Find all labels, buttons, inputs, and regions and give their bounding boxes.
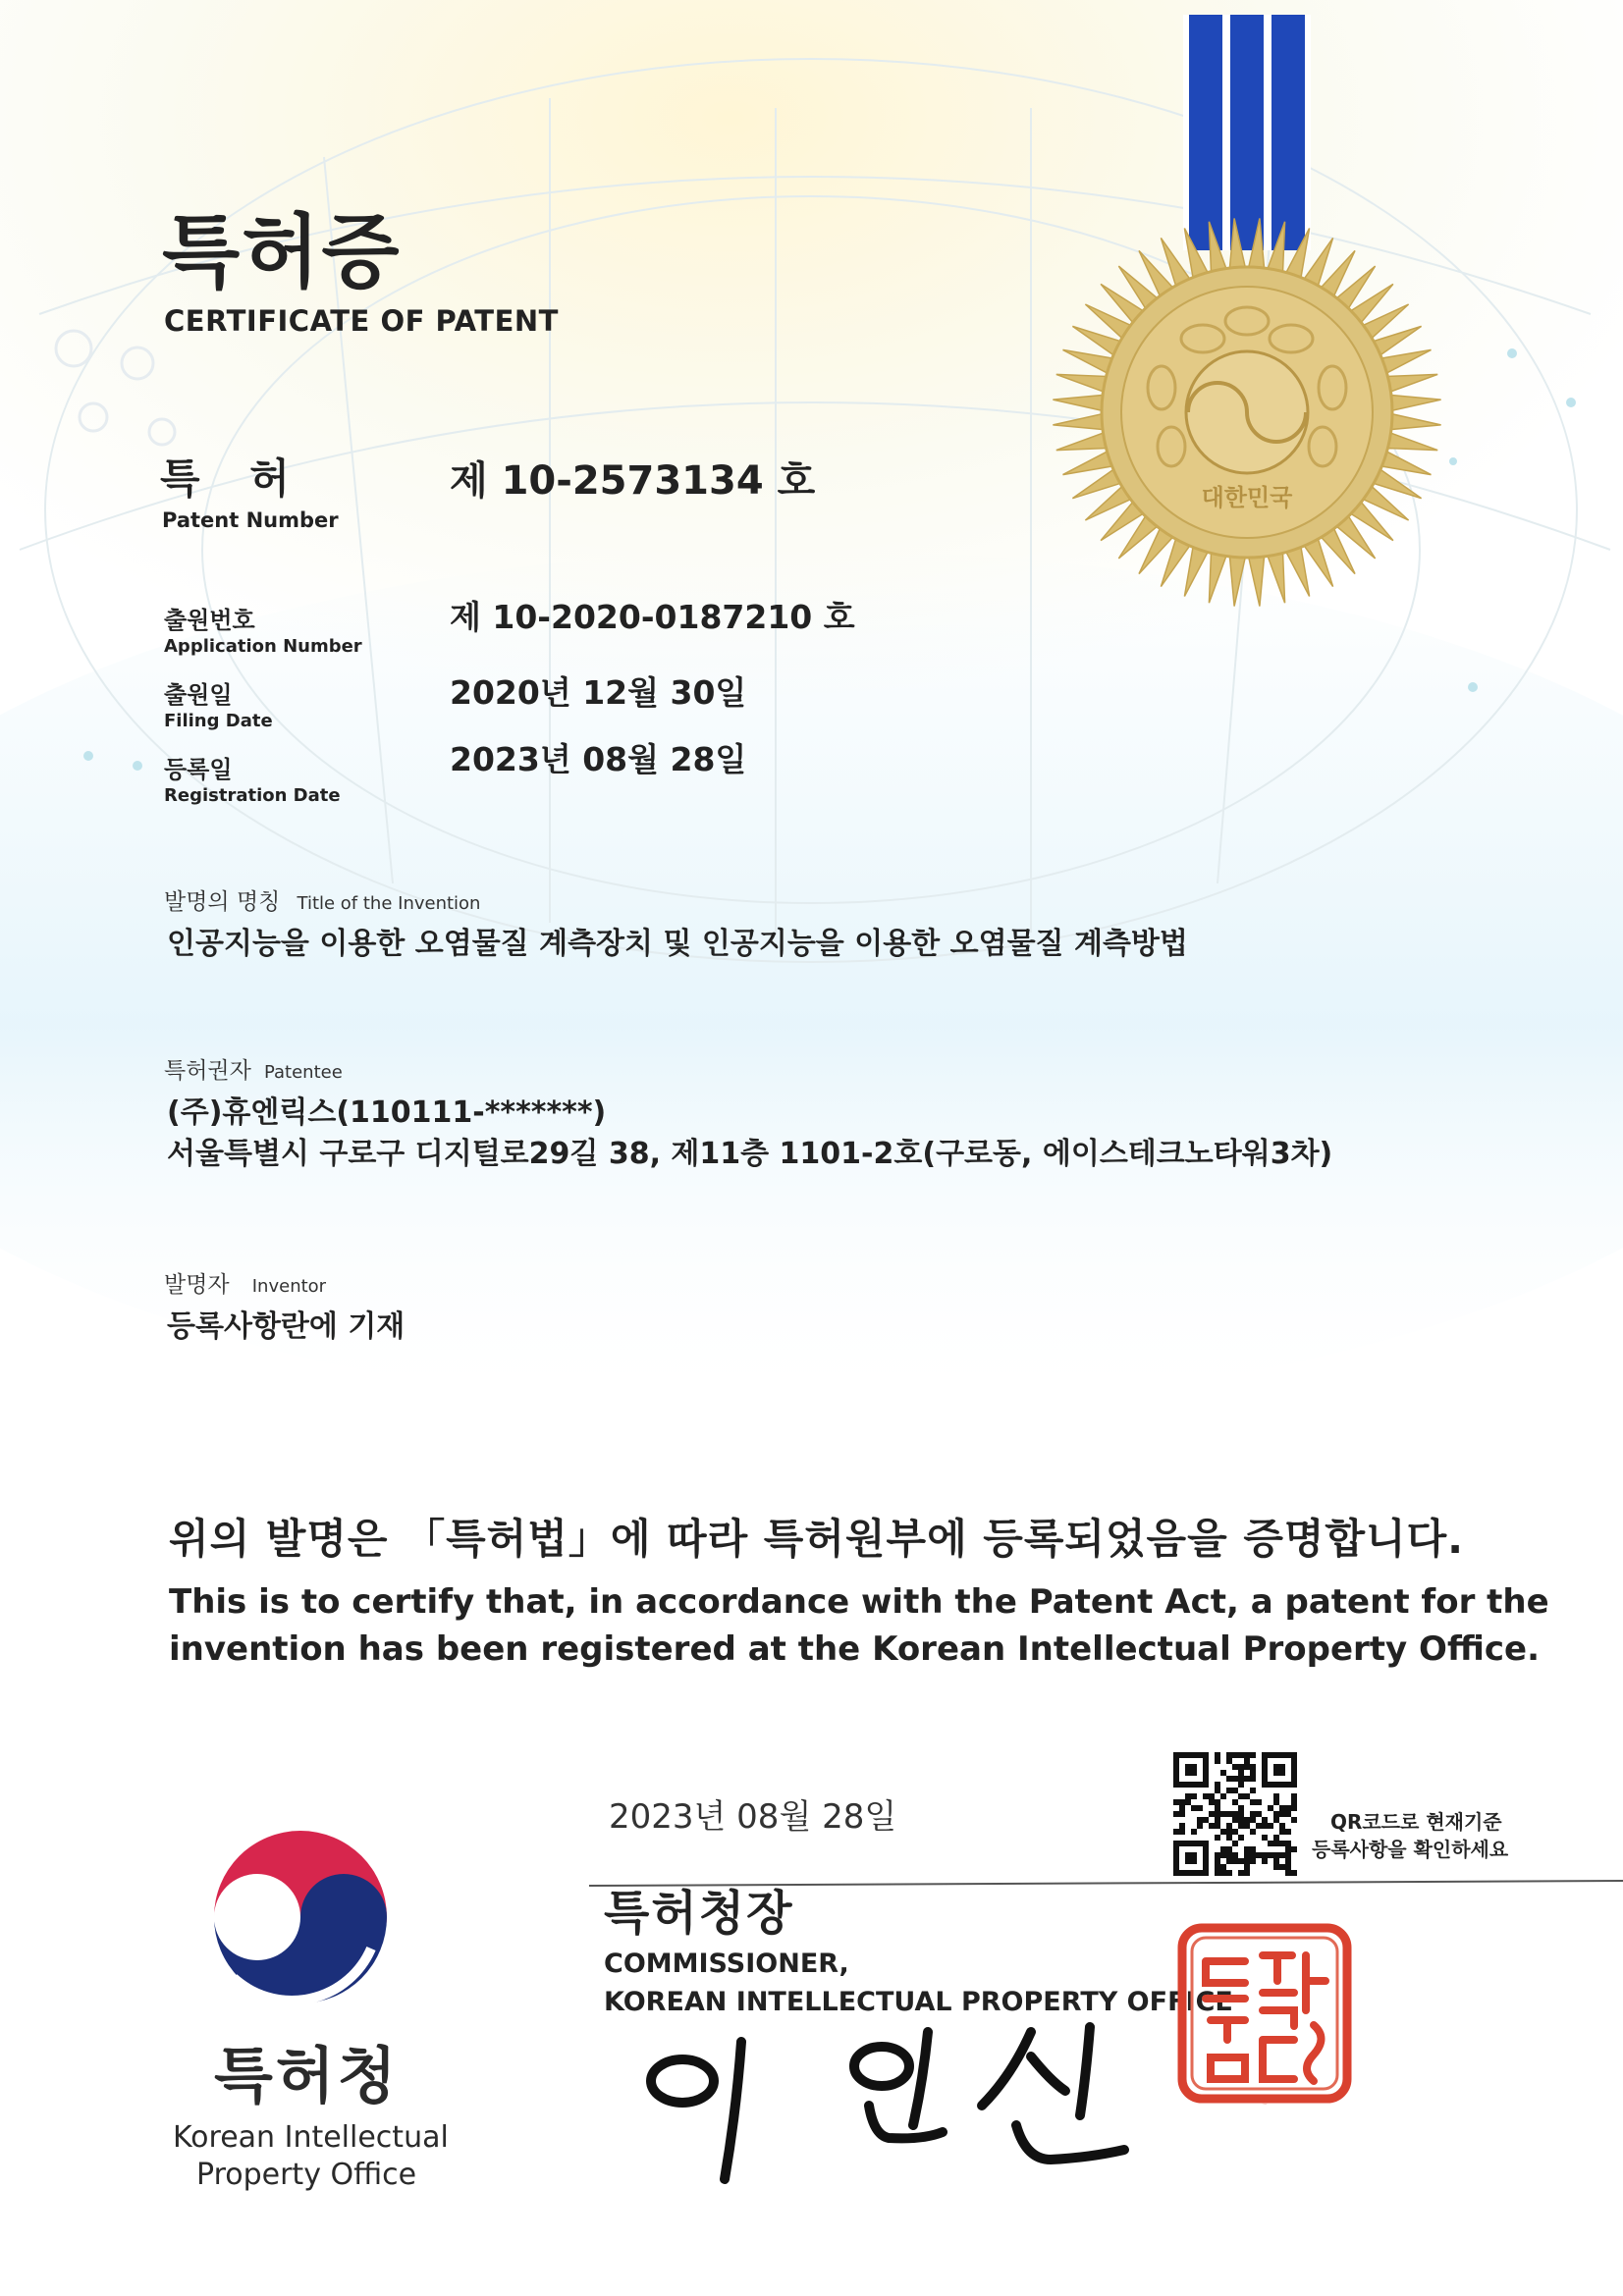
application-number-value: 제 10-2020-0187210 호 — [450, 598, 855, 636]
certification-statement-en-line1: This is to certify that, in accordance with the Patent Act, a patent for the — [169, 1582, 1549, 1622]
gold-medal — [1046, 211, 1448, 614]
medal-text: 대한민국 — [1201, 484, 1293, 511]
patentee-address: 서울특별시 구로구 디지털로29길 38, 제11층 1101-2호(구로동, 에이스테크노타워3차) — [167, 1137, 1333, 1171]
qr-code[interactable] — [1173, 1752, 1297, 1876]
qr-note-line2: 등록사항을 확인하세요 — [1312, 1838, 1509, 1861]
patentee-name: (주)휴엔릭스(110111-*******) — [167, 1095, 607, 1130]
patentee-label-en: Patentee — [263, 1062, 343, 1083]
commissioner-signature — [628, 2022, 1139, 2189]
invention-label — [164, 883, 480, 916]
application-number-label-ko: 출원번호 — [164, 607, 255, 634]
qr-note-line1: QR코드로 현재기준 — [1330, 1810, 1502, 1834]
certificate-title-ko: 특허증 — [162, 206, 402, 299]
certification-statement-en-line2: invention has been registered at the Korean Intellectual Property Office. — [169, 1629, 1540, 1669]
patentee-label-ko: 특허권자 — [164, 1058, 251, 1084]
patent-number-value: 제 10-2573134 호 — [450, 458, 816, 504]
office-name-en-line1: Korean Intellectual — [173, 2120, 449, 2155]
issue-date: 2023년 08월 28일 — [609, 1797, 897, 1837]
patent-number-label-en: Patent Number — [162, 508, 339, 532]
certification-statement-ko: 위의 발명은 「특허법」에 따라 특허원부에 등록되었음을 증명합니다. — [169, 1515, 1465, 1563]
inventor-label-en: Inventor — [251, 1276, 327, 1297]
registration-date-value: 2023년 08월 28일 — [450, 740, 747, 778]
seal-text: 특허청장인 — [1262, 2105, 1268, 2106]
inventor-label-ko: 발명자 — [164, 1272, 230, 1298]
invention-label-en: Title of the Invention — [297, 893, 481, 914]
office-name-en-line2: Property Office — [196, 2158, 417, 2192]
inventor-label — [164, 1266, 326, 1299]
invention-label-ko: 발명의 명칭 — [164, 889, 281, 915]
official-seal — [1176, 1922, 1353, 2105]
filing-date-label-en: Filing Date — [164, 711, 273, 731]
commissioner-title-ko: 특허청장 — [604, 1886, 794, 1941]
patent-number-label-ko: 특 허 — [160, 454, 307, 503]
office-name-ko: 특허청 — [214, 2040, 400, 2111]
filing-date-value: 2020년 12월 30일 — [450, 673, 747, 712]
commissioner-title-en-line2: KOREAN INTELLECTUAL PROPERTY OFFICE — [604, 1987, 1233, 2017]
filing-date-label-ko: 출원일 — [164, 681, 233, 709]
application-number-label-en: Application Number — [164, 636, 362, 657]
registration-date-label-en: Registration Date — [164, 785, 341, 806]
invention-title-value: 인공지능을 이용한 오염물질 계측장치 및 인공지능을 이용한 오염물질 계측방법 — [167, 927, 1188, 961]
registration-date-label-ko: 등록일 — [164, 756, 233, 783]
taegeuk-emblem — [204, 1821, 397, 2013]
inventor-value: 등록사항란에 기재 — [167, 1309, 406, 1344]
commissioner-title-en-line1: COMMISSIONER, — [604, 1949, 849, 1979]
certificate-title-en: CERTIFICATE OF PATENT — [164, 304, 559, 338]
patentee-label — [164, 1052, 343, 1085]
